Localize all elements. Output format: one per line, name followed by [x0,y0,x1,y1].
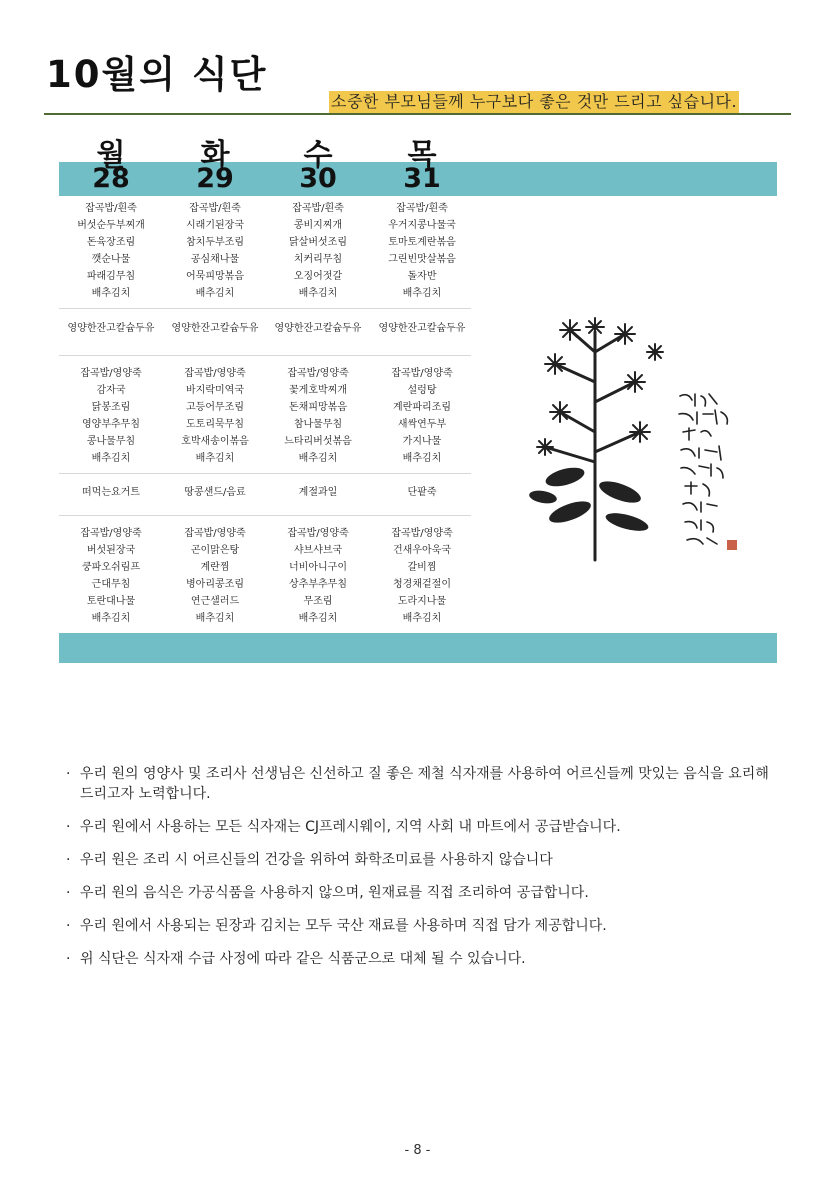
snack2-menu [370,484,474,501]
page-number: - 8 - [404,1143,431,1158]
day-date: 30 [299,163,337,194]
snack-item: 영양한잔고칼슘두유 [274,323,362,334]
subtitle: 소중한 부모님들께 누구보다 좋은 것만 드리고 싶습니다. [331,92,738,111]
meal-divider [59,515,471,516]
day-date: 28 [92,163,130,194]
menu-item: 토란대나물 [86,596,136,607]
menu-item: 돌자반 [407,271,437,282]
meal-divider [59,355,471,356]
menu-item: 갈비찜 [407,562,437,573]
menu-item: 배추김치 [298,453,338,464]
snack-item: 영양한잔고칼슘두유 [67,323,155,334]
page-title: 10월의 식단 [46,53,268,96]
snack2-menu [163,484,267,501]
title-divider [44,113,791,115]
snack-item: 영양한잔고칼슘두유 [171,323,259,334]
menu-item: 계란찜 [200,562,230,573]
menu-item: 새싹연두부 [397,419,447,430]
note-text: 우리 원에서 사용하는 모든 식자재는 CJ프레시웨이, 지역 사회 내 마트에서 공급받습니다. [80,819,621,835]
menu-item: 버섯된장국 [86,545,136,556]
note-item [66,817,786,837]
menu-item: 잡곡밥/영양죽 [80,368,142,379]
breakfast-menu [370,200,474,302]
menu-item: 배추김치 [402,453,442,464]
meal-divider [59,473,471,474]
lunch-menu [163,365,267,467]
dinner-menu [266,525,370,627]
dinner-menu [163,525,267,627]
menu-item: 건새우아욱국 [393,545,451,556]
bullet-icon: · [66,852,71,868]
menu-item: 잡곡밥/영양죽 [287,528,349,539]
dinner-menu [370,525,474,627]
menu-item: 잡곡밥/흰죽 [85,203,137,214]
menu-item: 배추김치 [91,453,131,464]
menu-item: 곤이맑은탕 [190,545,240,556]
menu-item: 너비아니구이 [289,562,347,573]
note-item [66,883,786,903]
dinner-menu [59,525,163,627]
lunch-menu [370,365,474,467]
menu-item: 도라지나물 [397,596,447,607]
flower-plant-illustration [515,312,685,562]
note-item [66,916,786,936]
day-date: 31 [403,163,441,194]
note-text: 우리 원의 음식은 가공식품을 사용하지 않으며, 원재료를 직접 조리하여 공급합니다. [80,885,589,901]
menu-item: 버섯순두부찌개 [77,220,145,231]
menu-item: 깻순나물 [91,254,131,265]
menu-item: 쿵파오쉬림프 [82,562,140,573]
menu-item: 꽃게호박찌개 [289,385,347,396]
bullet-icon: · [66,819,71,835]
menu-item: 배추김치 [298,288,338,299]
day-names-row [59,130,479,173]
snack1-menu [370,320,474,337]
menu-item: 시래기된장국 [186,220,244,231]
menu-item: 배추김치 [91,288,131,299]
snack-item: 단팥죽 [407,487,437,498]
menu-item: 잡곡밥/영양죽 [391,528,453,539]
day-name: 목 [407,138,437,173]
menu-item: 공심채나물 [190,254,240,265]
menu-item: 배추김치 [298,613,338,624]
note-text: 우리 원의 영양사 및 조리사 선생님은 신선하고 질 좋은 제철 식자재를 사용하여 어르신들께 맛있는 음식을 요리해 드리고자 노력합니다. [80,766,769,802]
bullet-icon: · [66,951,71,967]
breakfast-menu [266,200,370,302]
day-date: 29 [196,163,234,194]
menu-item: 잡곡밥/흰죽 [189,203,241,214]
bullet-icon: · [66,885,71,901]
menu-item: 배추김치 [195,453,235,464]
menu-item: 병아리콩조림 [186,579,244,590]
meal-divider [59,308,471,309]
menu-item: 우거지콩나물국 [388,220,456,231]
menu-item: 느타리버섯볶음 [284,436,352,447]
menu-item: 잡곡밥/흰죽 [396,203,448,214]
note-item [66,949,786,969]
menu-item: 토마토계란볶음 [388,237,456,248]
snack2-menu [59,484,163,501]
menu-item: 잡곡밥/영양죽 [184,368,246,379]
menu-item: 어묵피망볶음 [186,271,244,282]
note-item [66,850,786,870]
note-item [66,764,786,804]
bottom-band [59,633,777,663]
menu-item: 배추김치 [402,613,442,624]
snack-item: 땅콩샌드/음료 [184,487,246,498]
snack1-menu [163,320,267,337]
menu-item: 고등어무조림 [186,402,244,413]
menu-item: 설렁탕 [407,385,437,396]
menu-item: 무조림 [303,596,333,607]
menu-item: 콩나물무침 [86,436,136,447]
menu-item: 호박새송이볶음 [181,436,249,447]
note-text: 우리 원은 조리 시 어르신들의 건강을 위하여 화학조미료를 사용하지 않습니다 [80,852,553,868]
calligraphy-icon [675,388,745,558]
menu-item: 영양부추무침 [82,419,140,430]
snack-item: 영양한잔고칼슘두유 [378,323,466,334]
menu-item: 청경채겉절이 [393,579,451,590]
menu-item: 도토리묵무침 [186,419,244,430]
menu-item: 잡곡밥/흰죽 [292,203,344,214]
menu-item: 돈채피망볶음 [289,402,347,413]
snack-item: 떠먹는요거트 [82,487,140,498]
menu-item: 근대무침 [91,579,131,590]
menu-item: 잡곡밥/영양죽 [287,368,349,379]
breakfast-menu [163,200,267,302]
menu-item: 상추부추무침 [289,579,347,590]
menu-item: 참치두부조림 [186,237,244,248]
breakfast-menu [59,200,163,302]
menu-item: 돈육장조림 [86,237,136,248]
menu-item: 샤브샤브국 [293,545,343,556]
menu-item: 닭살버섯조림 [289,237,347,248]
menu-item: 그린빈맛살볶음 [388,254,456,265]
dates-row [59,162,479,196]
lunch-menu [266,365,370,467]
menu-item: 잡곡밥/영양죽 [80,528,142,539]
menu-item: 감자국 [96,385,126,396]
menu-item: 참나물무침 [293,419,343,430]
snack1-menu [59,320,163,337]
bullet-icon: · [66,766,71,782]
menu-item: 배추김치 [195,613,235,624]
menu-item: 파래김무침 [86,271,136,282]
day-name: 월 [96,138,126,173]
menu-item: 배추김치 [402,288,442,299]
bullet-icon: · [66,918,71,934]
day-name: 화 [200,138,230,173]
menu-item: 바지락미역국 [186,385,244,396]
menu-item: 오징어젓갈 [293,271,343,282]
menu-item: 닭봉조림 [91,402,131,413]
menu-item: 계란파리조림 [393,402,451,413]
menu-item: 콩비지찌개 [293,220,343,231]
snack-item: 계절과일 [298,487,338,498]
menu-item: 잡곡밥/영양죽 [391,368,453,379]
day-name: 수 [303,138,333,173]
note-text: 위 식단은 식자재 수급 사정에 따라 같은 식품군으로 대체 될 수 있습니다. [80,951,526,967]
menu-item: 배추김치 [195,288,235,299]
notes-list [66,764,786,982]
note-text: 우리 원에서 사용되는 된장과 김치는 모두 국산 재료를 사용하며 직접 담가 제공합니다. [80,918,607,934]
menu-item: 배추김치 [91,613,131,624]
snack1-menu [266,320,370,337]
menu-item: 연근샐러드 [190,596,240,607]
snack2-menu [266,484,370,501]
menu-item: 가지나물 [402,436,442,447]
menu-item: 치커리무침 [293,254,343,265]
lunch-menu [59,365,163,467]
menu-item: 잡곡밥/영양죽 [184,528,246,539]
